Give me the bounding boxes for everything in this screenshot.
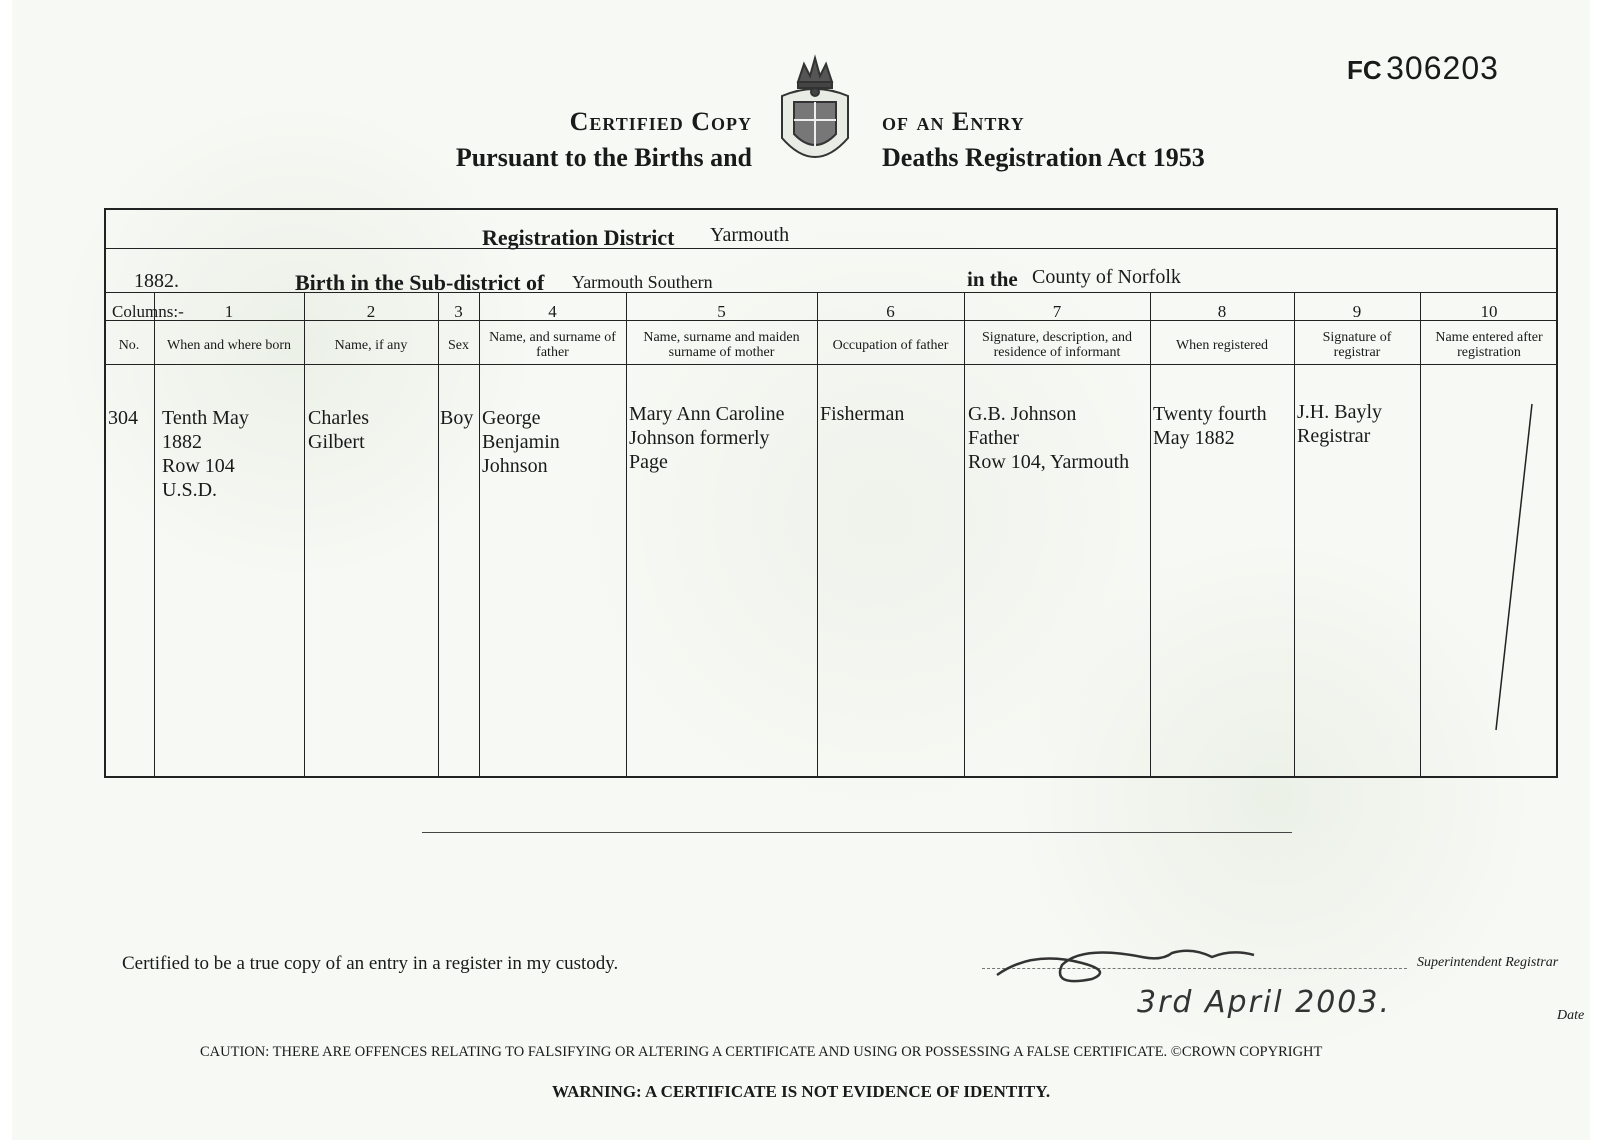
entry-line: Mary Ann Caroline — [629, 403, 785, 425]
entry-line: J.H. Bayly — [1297, 401, 1382, 423]
column-heading: Signature, description, and residence of informant — [981, 330, 1133, 360]
entry-number: 304 — [108, 407, 138, 429]
column-heading-no: No. — [118, 337, 140, 353]
entry-when-where-born — [162, 406, 249, 502]
entry-line: Johnson formerly — [629, 427, 770, 449]
title-certified-copy: Certified Copy — [569, 107, 752, 136]
county-value: County of Norfolk — [1032, 266, 1181, 288]
entry-line: Gilbert — [308, 431, 365, 453]
column-heading: Name entered after registration — [1435, 330, 1543, 360]
column-number: 3 — [454, 302, 463, 321]
divider-line — [422, 832, 1292, 833]
serial-number — [1347, 50, 1499, 87]
caution-notice: CAUTION: THERE ARE OFFENCES RELATING TO FALSIFYING OR ALTERING A CERTIFICATE AND USING OR POSSESSING A FALSE CERTIFICATE. ©CROWN COPYRIGHT — [200, 1044, 1323, 1060]
entry-line: G.B. Johnson — [968, 403, 1077, 425]
entry-father — [482, 406, 560, 478]
column-number: 9 — [1352, 302, 1362, 321]
column-heading: Signature of registrar — [1322, 330, 1392, 360]
subdistrict-label: Birth in the Sub-district of — [295, 270, 545, 295]
title-of-an-entry: of an Entry — [882, 107, 1025, 136]
certificate-date: 3rd April 2003. — [1137, 985, 1391, 1020]
entry-line: Benjamin — [482, 431, 560, 453]
superintendent-signature — [992, 935, 1282, 990]
column-heading: Name, surname and maiden surname of mother — [643, 330, 800, 360]
registration-district-label: Registration District — [482, 225, 675, 250]
column-number: 1 — [224, 302, 234, 321]
entry-line: U.S.D. — [162, 479, 218, 501]
entry-line: Page — [629, 451, 668, 473]
entry-when-registered — [1153, 402, 1267, 450]
column-number: 2 — [366, 302, 376, 321]
title-left — [392, 104, 752, 176]
title-act: Deaths Registration Act 1953 — [882, 143, 1205, 172]
registration-district-value: Yarmouth — [710, 224, 790, 246]
entry-informant — [968, 402, 1129, 474]
column-heading: Occupation of father — [832, 337, 949, 353]
column-heading: Name, and surname of father — [489, 330, 616, 360]
superintendent-registrar-label: Superintendent Registrar — [1417, 955, 1559, 970]
registration-year: 1882. — [134, 270, 179, 292]
entry-line: Father — [968, 427, 1020, 449]
royal-coat-of-arms-icon — [774, 52, 856, 178]
subdistrict-value: Yarmouth Southern — [572, 272, 713, 292]
column-number: 4 — [548, 302, 557, 321]
entry-line: Row 104 — [162, 455, 235, 477]
entry-line: Johnson — [482, 455, 548, 477]
column-heading: When registered — [1175, 337, 1269, 353]
entry-line: 1882 — [162, 431, 202, 453]
column-number: 5 — [717, 302, 726, 321]
entry-sex: Boy — [440, 407, 474, 429]
column-heading: When and where born — [166, 337, 291, 353]
column-number: 7 — [1052, 302, 1062, 321]
certified-statement: Certified to be a true copy of an entry in a register in my custody. — [122, 953, 619, 974]
serial-value: 306203 — [1386, 50, 1499, 86]
entry-line: George — [482, 407, 541, 429]
serial-prefix: FC — [1347, 55, 1382, 85]
title-right — [882, 104, 1205, 176]
county-label: in the — [967, 267, 1018, 291]
entry-name — [308, 406, 369, 454]
entry-occupation: Fisherman — [820, 403, 905, 425]
entry-mother — [629, 402, 785, 474]
column-heading: Name, if any — [334, 337, 408, 353]
title-pursuant: Pursuant to the Births and — [455, 143, 752, 172]
column-heading: Sex — [448, 337, 469, 353]
date-label: Date — [1557, 1008, 1585, 1023]
columns-label: Columns:- — [112, 302, 184, 321]
entry-line: Tenth May — [162, 407, 249, 429]
certificate-sheet — [12, 0, 1590, 1140]
entry-line: Row 104, Yarmouth — [968, 451, 1130, 473]
warning-notice: WARNING: A CERTIFICATE IS NOT EVIDENCE OF IDENTITY. — [552, 1082, 1051, 1101]
strike-through-line — [1420, 364, 1558, 778]
column-number: 8 — [1217, 302, 1227, 321]
entry-line: Registrar — [1297, 425, 1371, 447]
column-number: 6 — [886, 302, 895, 321]
entry-line: May 1882 — [1153, 427, 1235, 449]
entry-registrar — [1297, 400, 1382, 448]
entry-line: Charles — [308, 407, 370, 429]
column-number: 10 — [1480, 302, 1498, 321]
entry-line: Twenty fourth — [1153, 403, 1267, 425]
